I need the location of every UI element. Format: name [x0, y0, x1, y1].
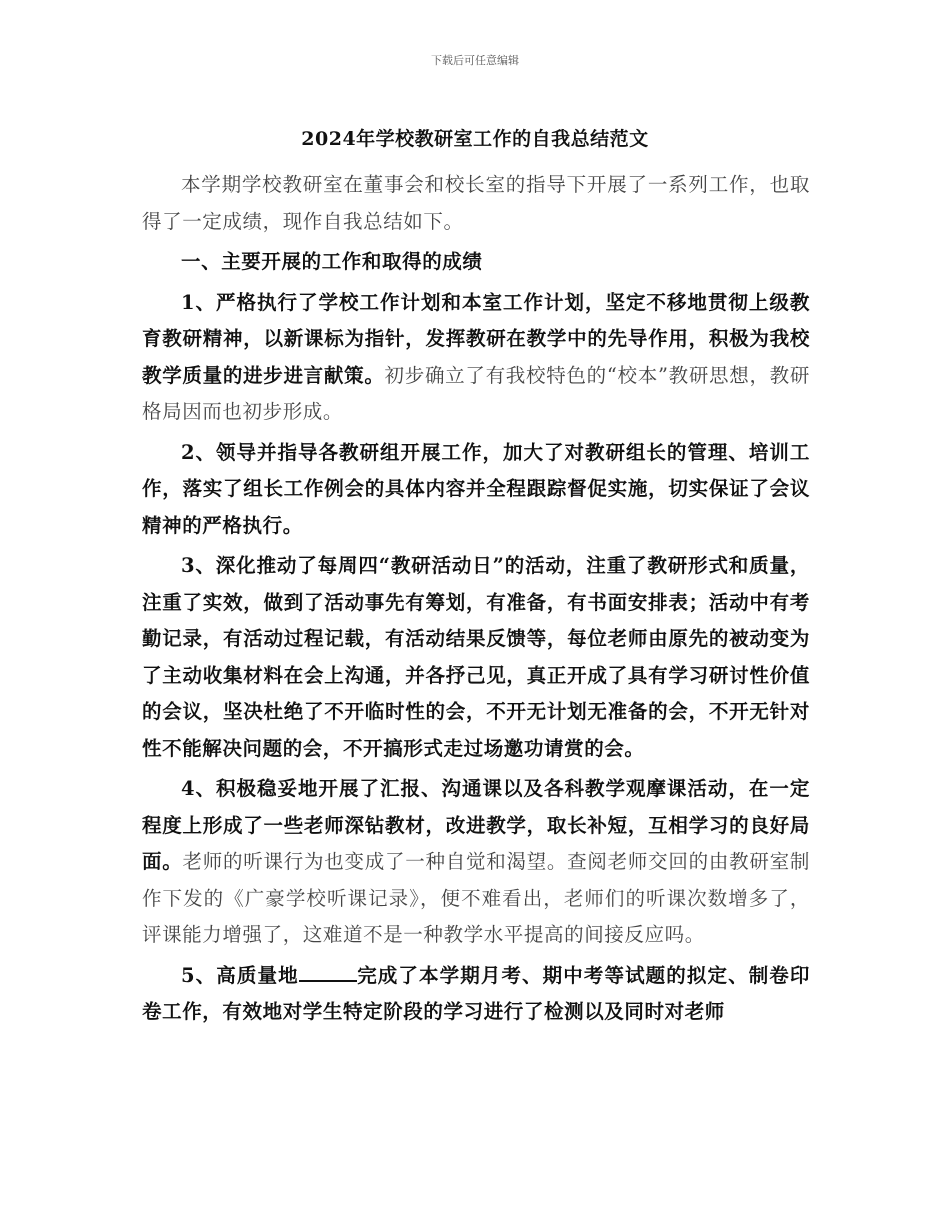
item-3-paragraph: 3、深化推动了每周四“教研活动日”的活动，注重了教研形式和质量，注重了实效，做到了活动事先有筹划，有准备，有书面安排表；活动中有考勤记录，有活动过程记载，有活动结果反馈等，每位老师由原先的被动变为了主动收集材料在会上沟通，并各抒己见，真正开成了具有学习研讨性价值的会议，坚决杜绝了不开临时性的会，不开无计划无准备的会，不开无针对性不能解决问题的会，不开搞形式走过场邀功请赏的会。 — [142, 554, 810, 760]
document-body — [142, 167, 810, 1035]
item-4-bold-text: 4、积极稳妥地开展了汇报、沟通课以及各科教学观摩课活动，在一定程度上形成了一些老师深钻教材，改进教学，取长补短，互相学习的良好局面。 — [142, 777, 810, 873]
item-5-paragraph — [142, 958, 810, 1031]
item-5-text-start: 5、高质量地 — [181, 963, 299, 987]
intro-paragraph: 本学期学校教研室在董事会和校长室的指导下开展了一系列工作，也取得了一定成绩，现作自我总结如下。 — [142, 173, 810, 233]
item-5-text-rest: 完成了本学期月考、期中考等试题的拟定、制卷印卷工作，有效地对学生特定阶段的学习进行了检测以及同时对老师 — [142, 963, 811, 1023]
section-heading-1: 一、主要开展的工作和取得的成绩 — [181, 250, 483, 273]
item-1-bold-text: 1、严格执行了学校工作计划和本室工作计划，坚定不移地贯彻上级教育教研精神，以新课标为指针，发挥教研在教学中的先导作用，积极为我校教学质量的进步进言献策。 — [142, 290, 810, 387]
item-4-paragraph — [142, 771, 810, 954]
item-4-normal-text: 老师的听课行为也变成了一种自觉和渴望。查阅老师交回的由教研室制作下发的《广豪学校听课记录》，便不难看出，老师们的听课次数增多了，评课能力增强了，这难道不是一种教学水平提高的间接反应吗。 — [142, 850, 810, 946]
page-header-note: 下载后可任意编辑 — [431, 54, 519, 67]
document-title: 2024年学校教研室工作的自我总结范文 — [301, 128, 649, 150]
item-1-normal-text: 初步确立了有我校特色的“校本”教研思想，教研格局因而也初步形成。 — [142, 363, 810, 423]
fill-in-blank — [299, 962, 357, 982]
item-1-paragraph — [142, 285, 810, 431]
item-2-paragraph: 2、领导并指导各教研组开展工作，加大了对教研组长的管理、培训工作，落实了组长工作例会的具体内容并全程跟踪督促实施，切实保证了会议精神的严格执行。 — [142, 440, 810, 537]
